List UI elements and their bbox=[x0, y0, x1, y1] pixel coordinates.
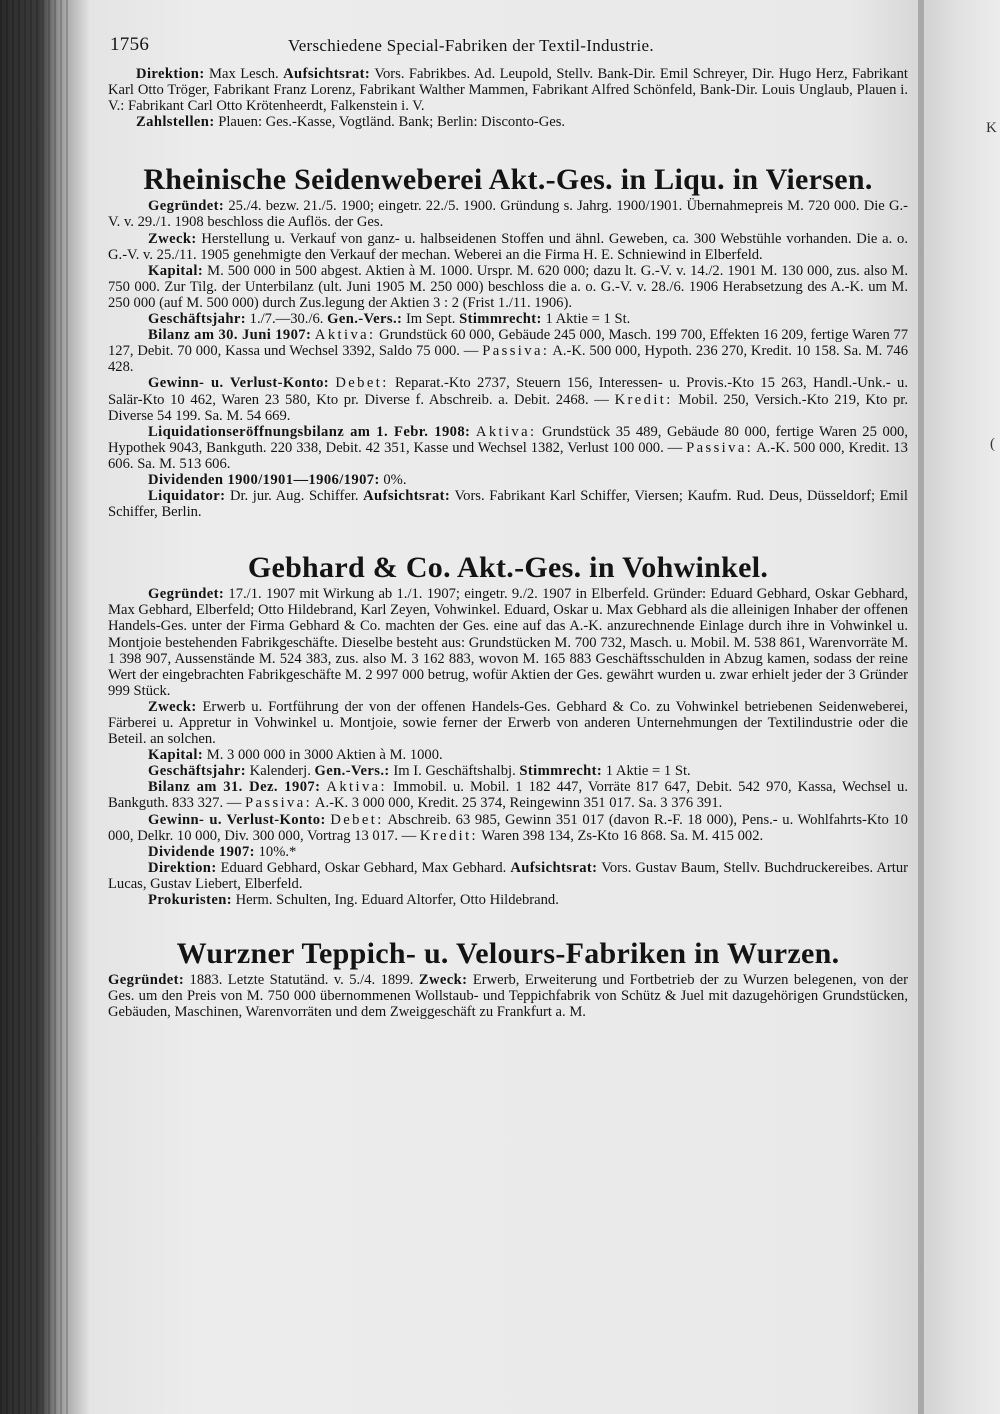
running-title: Verschiedene Special-Fabriken der Textil-Industrie. bbox=[288, 36, 654, 55]
margin-letter-paren: ( bbox=[990, 436, 995, 452]
company-title: Gebhard & Co. Akt.-Ges. in Vohwinkel. bbox=[247, 551, 769, 585]
company-entry-gebhard-co bbox=[108, 550, 908, 908]
kapital-paragraph: Kapital: M. 3 000 000 in 3000 Aktien à M. 1000. bbox=[148, 747, 443, 764]
gewinn-verlust-paragraph: Gewinn- u. Verlust-Konto: Debet: Abschreib. 63 985, Gewinn 351 017 (davon R.-F. 18 000), Pens.- u. Wohlfahrts-Kto 10 000, Delkr. 10 000, Div. 300 000, Vortrag 13 017. — Kredit: Waren 398 134, Zs-Kto 16 868. Sa. M. 415 002. bbox=[108, 811, 908, 844]
geschaeftsjahr-paragraph: Geschäftsjahr: 1./7.—30./6. Gen.-Vers.: Im Sept. Stimmrecht: 1 Aktie = 1 St. bbox=[148, 311, 631, 328]
page-content bbox=[108, 34, 908, 1020]
dividenden-paragraph: Dividenden 1900/1901—1906/1907: 0%. bbox=[148, 471, 407, 488]
liquidationsbilanz-paragraph: Liquidationseröffnungsbilanz am 1. Febr. 1908: Aktiva: Grundstück 35 489, Gebäude 80 000, fertige Waren 25 000, Hypothek 9043, Bankguth. 220 338, Debit. 42 351, Kasse und Wechsel 1382, Verlust 100 000. — Passiva: A.-K. 500 000, Kredit. 13 606. Sa. M. 513 606. bbox=[108, 423, 908, 472]
kapital-paragraph: Kapital: M. 500 000 in 500 abgest. Aktien à M. 1000. Urspr. M. 620 000; dazu lt. G.-V. v. 14./2. 1901 M. 130 000, zus. also M. 750 000. Zur Tilg. der Unterbilanz (ult. Juni 1905 M. 250 000) beschloss die a. o. G.-V. v. 28./6. 1906 Herabsetzung des A.-K. um M. 250 000 (auf M. 500 000) durch Zus.legung der Aktien 3 : 2 (Frist 1./11. 1906). bbox=[108, 262, 908, 311]
bilanz-paragraph: Bilanz am 31. Dez. 1907: Aktiva: Immobil. u. Mobil. 1 182 447, Vorräte 817 647, Debit. 542 970, Kassa, Wechsel u. Bankguth. 833 327. — Passiva: A.-K. 3 000 000, Kredit. 25 374, Reingewinn 351 017. Sa. 3 376 391. bbox=[108, 779, 908, 812]
margin-letter-k: K bbox=[986, 120, 997, 136]
running-header bbox=[108, 34, 908, 66]
bilanz-paragraph: Bilanz am 30. Juni 1907: Aktiva: Grundstück 60 000, Gebäude 245 000, Masch. 199 700, Effekten 16 209, fertige Waren 77 127, Debit. 70 000, Kassa und Wechsel 3392, Saldo 75 000. — Passiva: A.-K. 500 000, Hypoth. 236 270, Kredit. 10 158. Sa. M. 746 428. bbox=[108, 327, 908, 376]
prev-zahlstellen-paragraph: Zahlstellen: Plauen: Ges.-Kasse, Vogtländ. Bank; Berlin: Disconto-Ges. bbox=[136, 114, 566, 131]
gegruendet-zweck-paragraph: Gegründet: 1883. Letzte Statutänd. v. 5./4. 1899. Zweck: Erwerb, Erweiterung und Fortbetrieb der zu Wurzen belegenen, von der Ges. um den Preis von M. 750 000 übernommenen Wollstaub- und Teppichfabrik von Schütz & Juel mit dazugehörigen Grundstücken, Gebäuden, Maschinen, Warenvorräten und dem Zweiggeschäft zu Frankfurt a. M. bbox=[108, 972, 908, 1021]
company-entry-rheinische-seidenweberei bbox=[108, 162, 908, 520]
book-binding-shadow bbox=[0, 0, 70, 1414]
geschaeftsjahr-paragraph: Geschäftsjahr: Kalenderj. Gen.-Vers.: Im I. Geschäftshalbj. Stimmrecht: 1 Aktie = 1 St. bbox=[148, 763, 691, 780]
gegruendet-paragraph: Gegründet: 25./4. bezw. 21./5. 1900; eingetr. 22./5. 1900. Gründung s. Jahrg. 1900/1901. Übernahmepreis M. 720 000. Die G.-V. v. 29./1. 1908 beschloss die Auflös. der Ges. bbox=[108, 198, 908, 231]
company-title: Wurzner Teppich- u. Velours-Fabriken in Wurzen. bbox=[176, 937, 840, 971]
gegruendet-paragraph: Gegründet: 17./1. 1907 mit Wirkung ab 1./1. 1907; eingetr. 9./2. 1907 in Elberfeld. Gründer: Eduard Gebhard, Oskar Gebhard, Max Gebhard, Elberfeld; Otto Hildebrand, Karl Zeyen, Vohwinkel. Eduard, Oskar u. Max Gebhard als die alleinigen Inhaber der offenen Handels-Ges. unter der Firma Gebhard & Co. machten der Ges. eine auf das A.-K. anzurechnende Einlage durch ihre in Vohwinkel u. Montjoie bestehenden Fabrikgeschäfte. Dieselbe besteht aus: Grundstücken M. 700 732, Masch. u. Mobil. M. 538 861, Warenvorräte M. 1 398 907, Aussenstände M. 524 383, zus. also M. 3 162 883, wovon M. 165 883 Geschäftsschulden in Abzug kamen, sodass der reine Wert der eingebrachten Fabrikgeschäfte M. 2 997 000 betrug, wofür Aktien der Ges. gewährt wurden u. zwar erhielt jeder der 3 Gründer 999 Stück. bbox=[108, 586, 908, 699]
dividende-paragraph: Dividende 1907: 10%.* bbox=[148, 843, 297, 860]
prev-direktion-paragraph: Direktion: Max Lesch. Aufsichtsrat: Vors. Fabrikbes. Ad. Leupold, Stellv. Bank-Dir. Emil Schreyer, Dir. Hugo Herz, Fabrikant Karl Otto Tröger, Fabrikant Franz Lorenz, Fabrikant Walther Mammen, Fabrikant Alfred Schönfeld, Bank-Dir. Louis Unglaub, Plauen i. V.: Fabrikant Carl Otto Krötenheerdt, Falkenstein i. V. bbox=[108, 66, 908, 115]
right-page-edge bbox=[918, 0, 924, 1414]
zweck-paragraph: Zweck: Erwerb u. Fortführung der von der offenen Handels-Ges. Gebhard & Co. zu Vohwinkel betriebenen Seidenweberei, Färberei u. Appretur in Vohwinkel u. Montjoie, sowie ferner der Erwerb von anderen Unternehmungen der Textilindustrie oder die Beteil. an solchen. bbox=[108, 698, 908, 748]
zweck-paragraph: Zweck: Herstellung u. Verkauf von ganz- u. halbseidenen Stoffen und ähnl. Geweben, ca. 300 Webstühle vorhanden. Die a. o. G.-V. v. 25./11. 1905 genehmigte den Verkauf der mechan. Weberei an die Firma H. E. Schniewind in Elberfeld. bbox=[108, 230, 908, 263]
company-title: Rheinische Seidenweberei Akt.-Ges. in Liqu. in Viersen. bbox=[143, 163, 873, 197]
page-number: 1756 bbox=[110, 34, 150, 55]
liquidator-paragraph: Liquidator: Dr. jur. Aug. Schiffer. Aufsichtsrat: Vors. Fabrikant Karl Schiffer, Viersen; Kaufm. Rud. Deus, Düsseldorf; Emil Schiffer, Berlin. bbox=[108, 488, 908, 521]
prokuristen-paragraph: Prokuristen: Herm. Schulten, Ing. Eduard Altorfer, Otto Hildebrand. bbox=[148, 892, 559, 909]
company-entry-wurzner-teppich bbox=[108, 936, 908, 1020]
gewinn-verlust-paragraph: Gewinn- u. Verlust-Konto: Debet: Reparat.-Kto 2737, Steuern 156, Interessen- u. Provis.-Kto 15 263, Handl.-Unk.- u. Salär-Kto 10 462, Waren 23 580, Kto pr. Diverse f. Abschreib. a. Debit. 2468. — Kredit: Mobil. 250, Versich.-Kto 219, Kto pr. Diverse 54 199. Sa. M. 54 669. bbox=[108, 375, 908, 424]
direktion-paragraph: Direktion: Eduard Gebhard, Oskar Gebhard, Max Gebhard. Aufsichtsrat: Vors. Gustav Baum, Stellv. Buchdruckereibes. Artur Lucas, Gustav Liebert, Elberfeld. bbox=[108, 859, 908, 892]
previous-entry-continuation bbox=[108, 66, 908, 130]
